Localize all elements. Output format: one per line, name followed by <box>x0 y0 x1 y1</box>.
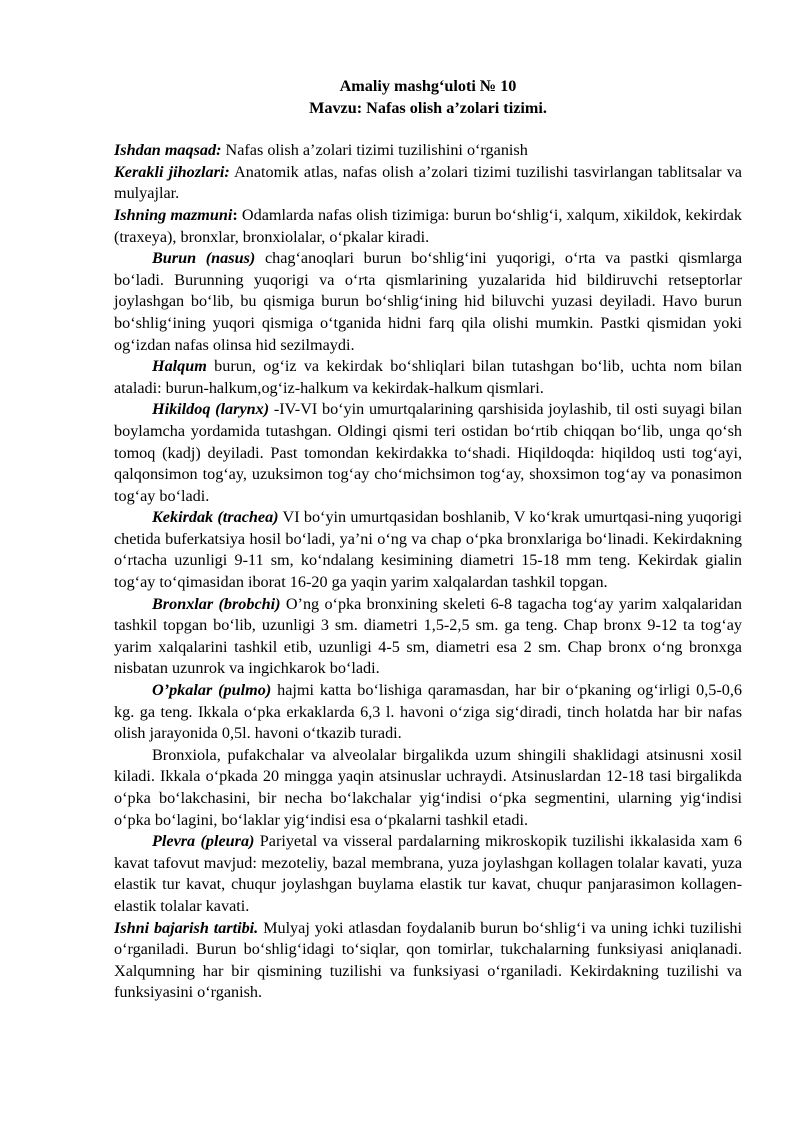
content-label: Ishning mazmuni <box>114 205 233 224</box>
equipment-paragraph <box>114 162 742 205</box>
equipment-text: Anatomik atlas, nafas olish a’zolari tizimi tuzilishi tasvirlangan tablitsalar va mulyajlar. <box>114 162 742 203</box>
bronchioles-paragraph <box>114 745 742 831</box>
title-line-2: Mavzu: Nafas olish a’zolari tizimi. <box>309 98 547 117</box>
pharynx-text: burun, og‘iz va kekirdak bo‘shliqlari bilan tutashgan bo‘lib, uchta nom bilan ataladi: burun-halkum,og‘iz-halkum va kekirdak-halkum qismlari. <box>114 357 742 397</box>
nose-paragraph <box>114 248 742 356</box>
nose-text: chag‘anoqlari burun bo‘shlig‘ini yuqorigi, o‘rta va pastki qismlarga bo‘ladi. Burunning yuqorigi va o‘rta qismlarining yuzalarida hid bildiruvchi retseptorlar joylashgan bo‘lib, bu qismiga burun bo‘shlig‘ining hid biluvchi yuzasi deyiladi. Havo burun bo‘shlig‘ining yuqori qismiga o‘tganida hidni farq qila olishi mumkin. Pastki qismidan yoki og‘izdan nafas olinsa hid sezilmaydi. <box>114 249 742 354</box>
bronchi-term: Bronxlar (brobchi) <box>152 594 281 613</box>
equipment-label: Kerakli jihozlari: <box>114 162 230 181</box>
bronchi-text: O’ng o‘pka bronxining skeleti 6-8 tagacha tog‘ay yarim xalqalaridan tashkil topgan bo‘lib, uzunligi 3 sm. diametri 1,5-2,5 sm. ga teng. Chap bronx 9-12 ta tog‘ay yarim xalqalarini tashkil etib, uzunligi 4-5 sm, diametri esa 2 sm. Chap bronx o‘ng bronxga nisbatan uzunrok va ingichkarok bo‘ladi. <box>114 594 742 678</box>
title-line-1: Amaliy mashg‘uloti № 10 <box>339 77 517 95</box>
trachea-paragraph <box>114 507 742 593</box>
procedure-paragraph <box>114 918 742 1004</box>
content-paragraph <box>114 205 742 248</box>
goal-text: Nafas olish a’zolari tizimi tuzilishini o‘rganish <box>221 141 528 160</box>
goal-label: Ishdan maqsad: <box>114 141 222 160</box>
bronchi-paragraph <box>114 594 742 680</box>
document-page <box>114 76 742 1004</box>
pleura-paragraph <box>114 831 742 917</box>
lungs-term: O’pkalar (pulmo) <box>152 681 272 700</box>
pharynx-paragraph <box>114 356 742 399</box>
trachea-term: Kekirdak (trachea) <box>152 508 279 527</box>
title-spacer <box>114 119 742 140</box>
lungs-text: hajmi katta bo‘lishiga qaramasdan, har bir o‘pkaning og‘irligi 0,5-0,6 kg. ga teng. Ikkala o‘pka erkaklarda 6,3 l. havoni o‘ziga sig‘diradi, tinch holatda har bir nafas olish jarayonida 0,5l. havoni o‘tkazib turadi. <box>114 681 742 743</box>
pharynx-term: Halqum <box>152 357 207 376</box>
pleura-text: Pariyetal va visseral pardalarning mikroskopik tuzilishi ikkalasida xam 6 kavat tafovut mavjud: mezoteliy, bazal membrana, yuza joylashgan kollagen tolalar kavati, yuza elastik tur kavat, chuqur joylashgan buylama elastik tur kavat, chuqur panjarasimon kollagen-elastik tolalar kavati. <box>114 832 742 915</box>
document-title <box>114 76 742 119</box>
trachea-text: VI bo‘yin umurtqasidan boshlanib, V ko‘krak umurtqasi-ning yuqorigi chetida buferkatsiya hosil bo‘ladi, ya’ni o‘ng va chap o‘pka bronxlariga bo‘linadi. Kekirdakning o‘rtacha uzunligi 9-11 sm, ko‘ndalang kesimining diametri 15-18 mm teng. Kekirdak gialin tog‘ay to‘qimasidan iborat 16-20 ga yaqin yarim xalqalardan tashkil topgan. <box>114 508 743 592</box>
bronchioles-text: Bronxiola, pufakchalar va alveolalar birgalikda uzum shingili shaklidagi atsinusni xosil kiladi. Ikkala o‘pkada 20 mingga yaqin atsinuslar uchraydi. Atsinuslardan 12-18 tasi birgalikda o‘pka bo‘lakchasini, bir necha bo‘lakchalar yig‘indisi o‘pka segmentini, ularning yig‘indisi o‘pka bo‘lagini, bo‘laklar yig‘indisi esa o‘pkalarni tashkil etadi. <box>114 745 742 829</box>
larynx-text: -IV-VI bo‘yin umurtqalarining qarshisida joylashib, til osti suyagi bilan boylamcha yordamida tutashgan. Oldingi qismi teri ostidan bo‘rtib chiqqan bo‘lib, unga qo‘sh tomoq (kadj) deyiladi. Past tomondan kekirdakka to‘shadi. Hiqildoqda: hiqildoq usti tog‘ayi, qalqonsimon tog‘ay, uzuksimon tog‘ay cho‘michsimon tog‘ay, shoxsimon tog‘ay va ponasimon tog‘ay bo‘ladi. <box>114 400 742 505</box>
procedure-text: Mulyaj yoki atlasdan foydalanib burun bo‘shlig‘i va uning ichki tuzilishi o‘rganiladi. Burun bo‘shlig‘idagi to‘siqlar, qon tomirlar, tukchalarning funksiyasi aniqlanadi. Xalqumning har bir qismining tuzilishi va funksiyasi o‘rganiladi. Kekirdakning tuzilishi va funksiyasini o‘rganish. <box>114 918 742 1002</box>
lungs-paragraph <box>114 680 742 745</box>
goal-paragraph <box>114 140 742 162</box>
content-text: Odamlarda nafas olish tizimiga: burun bo‘shlig‘i, xalqum, xikildok, kekirdak (traxeya), bronxlar, bronxiolalar, o‘pkalar kiradi. <box>114 205 742 246</box>
larynx-term: Hikildoq (larynx) <box>152 400 270 419</box>
pleura-term: Plevra (pleura) <box>152 832 255 851</box>
content-colon: : <box>232 205 238 224</box>
nose-term: Burun (nasus) <box>152 249 256 268</box>
larynx-paragraph <box>114 399 742 507</box>
procedure-label: Ishni bajarish tartibi. <box>114 918 259 937</box>
